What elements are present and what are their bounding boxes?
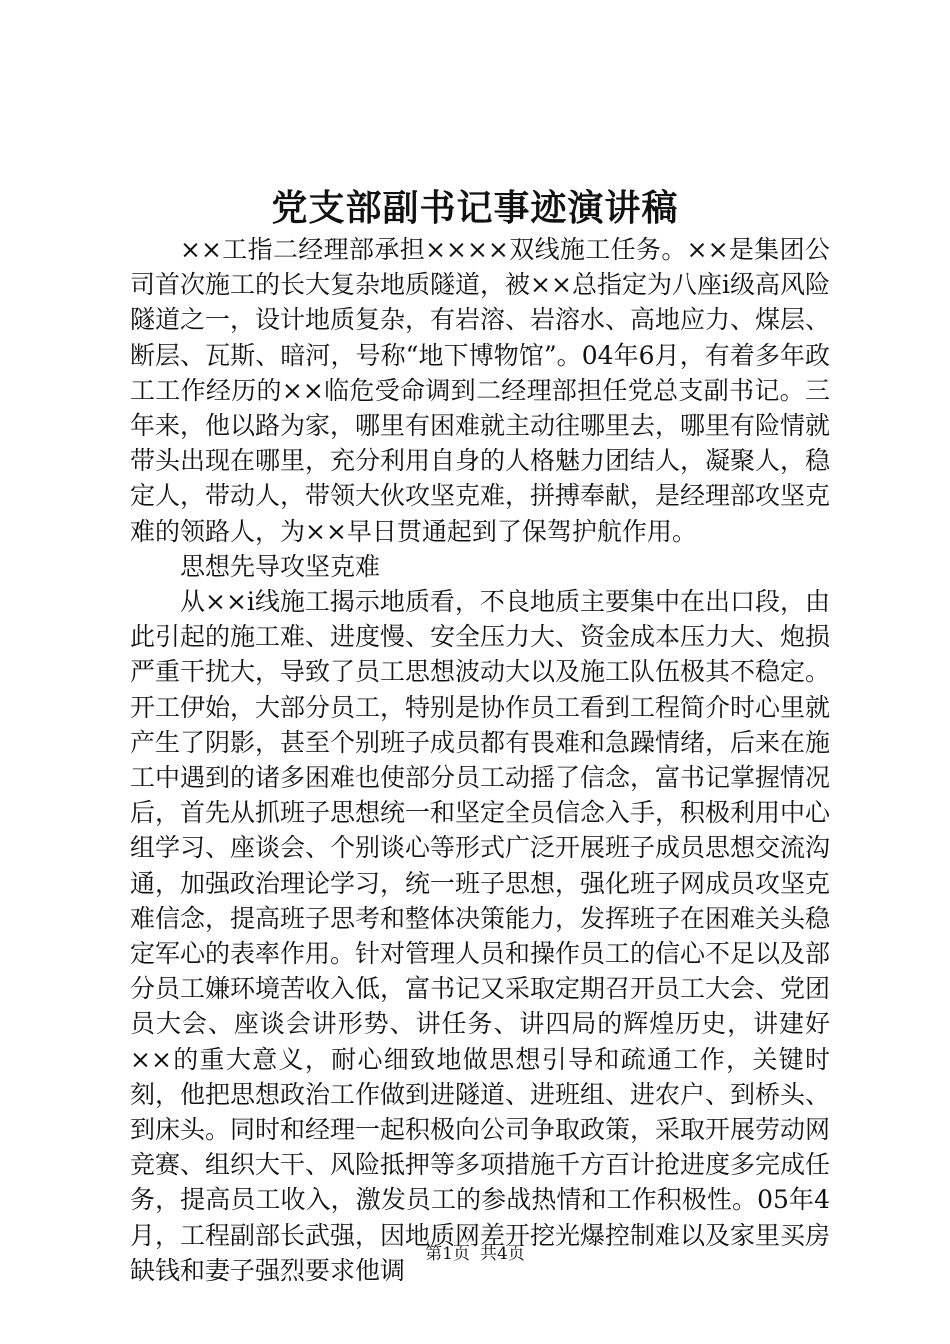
- document-body: [130, 232, 830, 1288]
- section-heading: 思想先导攻坚克难: [180, 551, 381, 581]
- page-footer: [0, 1242, 950, 1266]
- document-title: 党支部副书记事迹演讲稿: [271, 187, 679, 229]
- page-number-total: 共4页: [480, 1244, 525, 1264]
- page-number-current: 第1页: [425, 1244, 470, 1264]
- paragraph-intro: ××工指二经理部承担××××双线施工任务。××是集团公司首次施工的长大复杂地质隧道，被××总指定为八座ⅰ级高风险隧道之一，设计地质复杂，有岩溶、岩溶水、高地应力、煤层、断层、瓦斯、暗河，号称“地下博物馆”。04年6月，有着多年政工工作经历的××临危受命调到二经理部担任党总支副书记。三年来，他以路为家，哪里有困难就主动往哪里去，哪里有险情就带头出现在哪里，充分利用自身的人格魅力团结人，凝聚人，稳定人，带动人，带领大伙攻坚克难，拼搏奉献，是经理部攻坚克难的领路人，为××早日贯通起到了保驾护航作用。: [130, 235, 831, 546]
- paragraph-section-1: 从××ⅰ线施工揭示地质看，不良地质主要集中在出口段，由此引起的施工难、进度慢、安全压力大、资金成本压力大、炮损严重干扰大，导致了员工思想波动大以及施工队伍极其不稳定。开工伊始，大部分员工，特别是协作员工看到工程简介时心里就产生了阴影，甚至个别班子成员都有畏难和急躁情绪，后来在施工中遇到的诸多困难也使部分员工动摇了信念，富书记掌握情况后，首先从抓班子思想统一和坚定全员信念入手，积极利用中心组学习、座谈会、个别谈心等形式广泛开展班子成员思想交流沟通，加强政治理论学习，统一班子思想，强化班子网成员攻坚克难信念，提高班子思考和整体决策能力，发挥班子在困难关头稳定军心的表率作用。针对管理人员和操作员工的信心不足以及部分员工嫌环境苦收入低，富书记又采取定期召开员工大会、党团员大会、座谈会讲形势、讲任务、讲四局的辉煌历史，讲建好××的重大意义，耐心细致地做思想引导和疏通工作，关键时刻，他把思想政治工作做到进隧道、进班组、进农户、到桥头、到床头。同时和经理一起积极向公司争取政策，采取开展劳动网竞赛、组织大干、风险抵押等多项措施千方百计抢进度多完成任务，提高员工收入，激发员工的参战热情和工作积极性。05年4月，工程副部长武强，因地质网差开挖光爆控制难以及家里买房缺钱和妻子强烈要求他调: [130, 587, 831, 1285]
